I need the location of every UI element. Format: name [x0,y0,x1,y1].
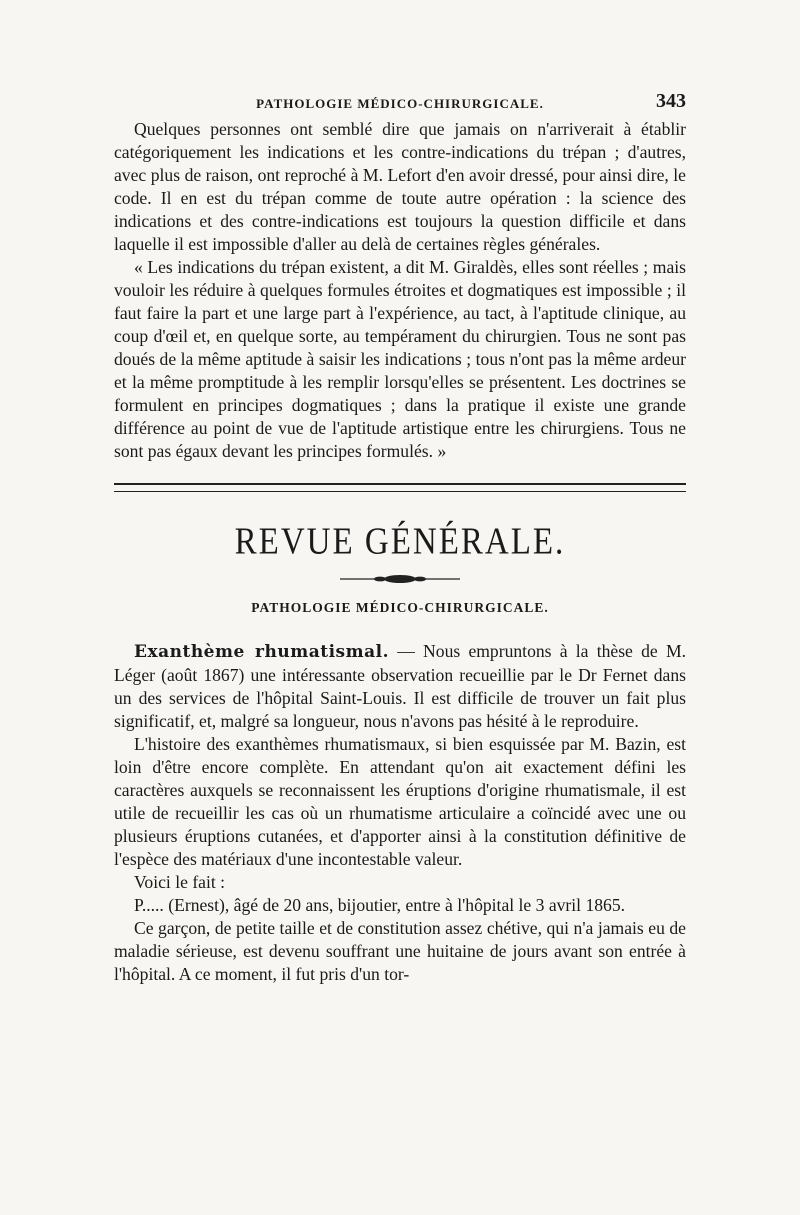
article-lead-paragraph [114,640,686,733]
running-header-title: PATHOLOGIE MÉDICO-CHIRURGICALE. [256,96,544,111]
double-rule-divider [114,483,686,492]
running-header [114,90,686,118]
body-paragraph-2: « Les indications du trépan existent, a dit M. Giraldès, elles sont réelles ; mais vouloir les réduire à quelques formules étroites et dogmatiques est impossible ; il faut faire la part et une large part à l'expérience, au tact, à l'aptitude clinique, au coup d'œil et, en quelque sorte, au tempérament du chirurgien. Tous ne sont pas doués de la même aptitude à saisir les indications ; tous n'ont pas la même ardeur et la même promptitude à les remplir lorsqu'elles se présentent. Les doctrines se formulent en principes dogmatiques ; dans la pratique il existe une grande différence au point de vue de l'aptitude artistique entre les chirurgiens. Tous ne sont pas égaux devant les principes formulés. » [114,257,686,461]
ornament-divider-icon [340,572,460,586]
subsection-title: PATHOLOGIE MÉDICO-CHIRURGICALE. [251,600,549,615]
body-paragraph-1: Quelques personnes ont semblé dire que jamais on n'arriverait à établir catégoriquement les indications et les contre-indications du trépan ; d'autres, avec plus de raison, ont reproché à M. Lefort d'en avoir dressé, pour ainsi dire, le code. Il en est du trépan comme de toute autre opération : la science des indications et des contre-indications est toujours la question difficile et dans laquelle il est impossible d'aller au delà de certaines règles générales. [114,119,686,254]
article-lead-text: — Nous empruntons à la thèse de M. Léger (août 1867) une intéressante observation recueillie par le Dr Fernet dans un des services de l'hôpital Saint-Louis. Il est difficile de trouver un fait plus significatif, et, malgré sa longueur, nous n'avons pas hésité à le reproduire. [114,641,686,731]
book-page [114,90,686,986]
article-paragraph-4: Ce garçon, de petite taille et de constitution assez chétive, qui n'a jamais eu de maladie sérieuse, est devenu souffrant une huitaine de jours avant son entrée à l'hôpital. A ce moment, il fut pris d'un tor- [114,918,686,984]
article-lead-title: Exanthème rhumatismal. [134,642,389,662]
article-paragraph-1: L'histoire des exanthèmes rhumatismaux, si bien esquissée par M. Bazin, est loin d'être encore complète. En attendant qu'on ait exactement défini les caractères auxquels se reconnaissent les éruptions d'origine rhumatismale, il est utile de recueillir les cas où un rhumatisme articulaire a coïncidé avec une ou plusieurs éruptions cutanées, et d'apporter ainsi à la constitution définitive de l'espèce des matériaux d'une incontestable valeur. [114,734,686,869]
article-paragraph-3: P..... (Ernest), âgé de 20 ans, bijoutier, entre à l'hôpital le 3 avril 1865. [134,895,626,915]
article-paragraph-2: Voici le fait : [134,872,226,892]
section-title: REVUE GÉNÉRALE. [234,521,566,563]
page-number: 343 [656,90,686,112]
